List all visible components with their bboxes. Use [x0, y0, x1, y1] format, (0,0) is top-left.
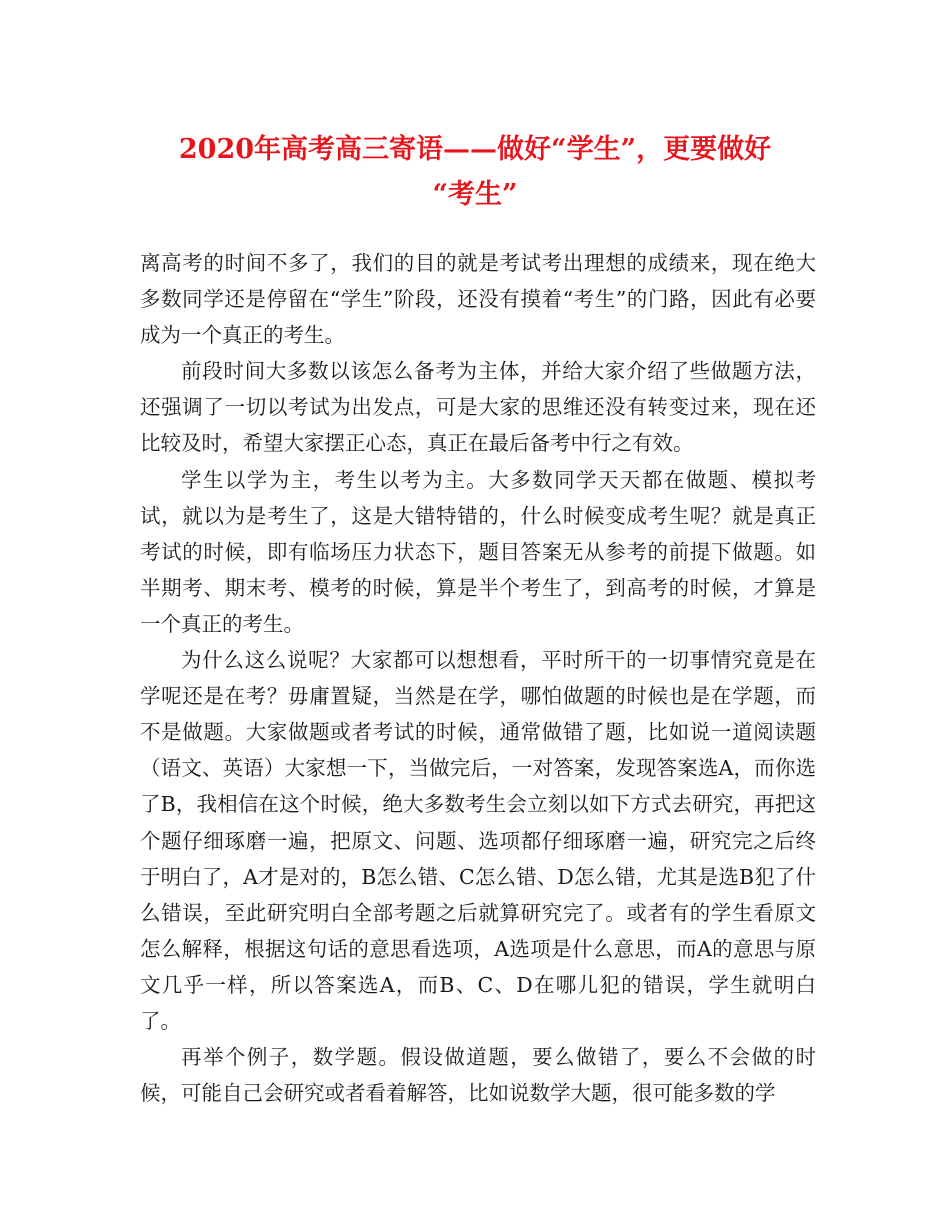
document-title-line-1: 2020年高考高三寄语——做好“学生”，更要做好: [178, 134, 772, 165]
paragraph-5: 再举个例子，数学题。假设做道题，要么做错了，要么不会做的时候，可能自己会研究或者看着解答，比如说数学大题，很可能多数的学: [140, 1045, 816, 1106]
paragraph-4: 为什么这么说呢？大家都可以想想看，平时所干的一切事情究竟是在学呢还是在考？毋庸置疑，当然是在学，哪怕做题的时候也是在学题，而不是做题。大家做题或者考试的时候，通常做错了题，比如说一道阅读题（语文、英语）大家想一下，当做完后，一对答案，发现答案选A，而你选了B，我相信在这个时候，绝大多数考生会立刻以如下方式去研究，再把这个题仔细琢磨一遍，把原文、问题、选项都仔细琢磨一遍，研究完之后终于明白了，A才是对的，B怎么错、C怎么错、D怎么错，尤其是选B犯了什么错误，至此研究明白全部考题之后就算研究完了。或者有的学生看原文怎么解释，根据这句话的意思看选项，A选项是什么意思，而A的意思与原文几乎一样，所以答案选A，而B、C、D在哪儿犯的错误，学生就明白了。: [140, 648, 816, 1033]
paragraph-1: 离高考的时间不多了，我们的目的就是考试考出理想的成绩来，现在绝大多数同学还是停留在“学生”阶段，还没有摸着“考生”的门路，因此有必要成为一个真正的考生。: [140, 251, 816, 348]
document-body: [140, 245, 816, 1111]
paragraph-2: 前段时间大多数以该怎么备考为主体，并给大家介绍了些做题方法，还强调了一切以考试为出发点，可是大家的思维还没有转变过来，现在还比较及时，希望大家摆正心态，真正在最后备考中行之有效。: [140, 359, 816, 456]
paragraph-3: 学生以学为主，考生以考为主。大多数同学天天都在做题、模拟考试，就以为是考生了，这是大错特错的，什么时候变成考生呢？就是真正考试的时候，即有临场压力状态下，题目答案无从参考的前提下做题。如半期考、期末考、模考的时候，算是半个考生了，到高考的时候，才算是一个真正的考生。: [140, 467, 816, 636]
document-title-line-2: “考生”: [432, 179, 518, 210]
